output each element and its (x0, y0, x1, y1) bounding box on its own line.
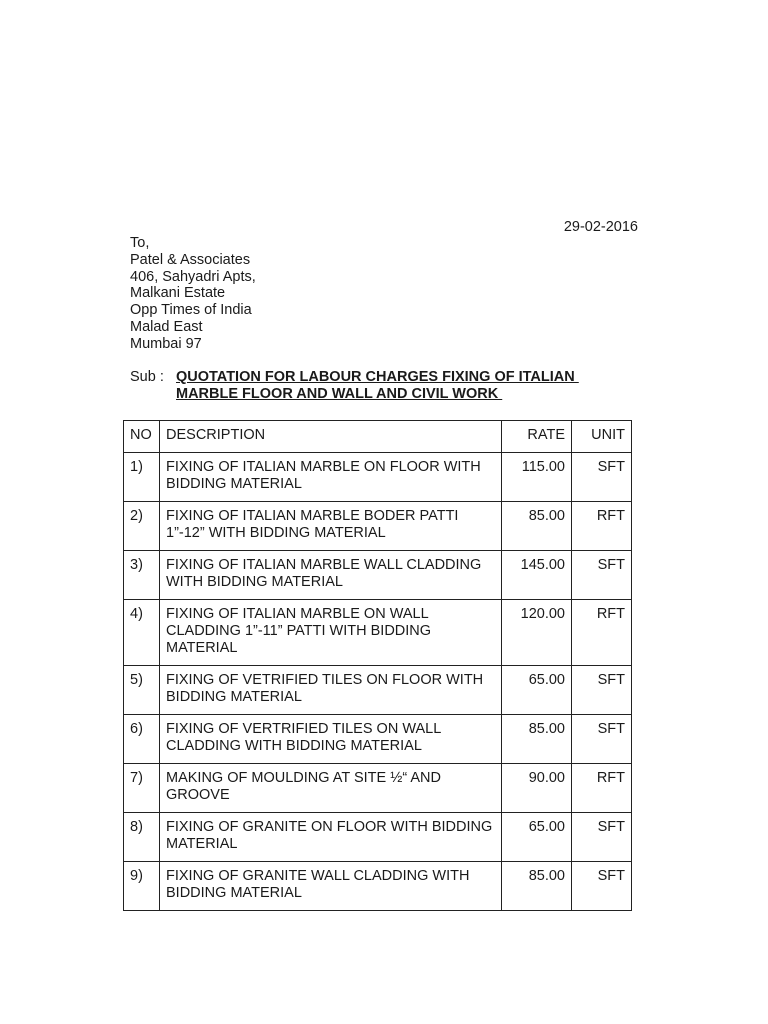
subject-line-2: MARBLE FLOOR AND WALL AND CIVIL WORK (176, 386, 503, 402)
row-unit: RFT (572, 502, 632, 551)
address-line: 406, Sahyadri Apts, (130, 268, 256, 285)
row-unit: SFT (572, 715, 632, 764)
table-row (124, 453, 632, 502)
table-row (124, 862, 632, 911)
address-line: Mumbai 97 (130, 335, 202, 352)
row-rate: 65.00 (502, 813, 572, 862)
letter-date: 29-02-2016 (563, 219, 638, 235)
row-description: FIXING OF ITALIAN MARBLE ON FLOOR WITH BIDDING MATERIAL (160, 453, 502, 502)
header-no: NO (124, 421, 160, 453)
row-unit: RFT (572, 600, 632, 666)
row-number: 1) (124, 453, 160, 502)
table-row (124, 600, 632, 666)
row-description: FIXING OF GRANITE ON FLOOR WITH BIDDING MATERIAL (160, 813, 502, 862)
recipient-address (130, 235, 256, 353)
table-row (124, 666, 632, 715)
quotation-table (123, 420, 632, 911)
row-description: FIXING OF ITALIAN MARBLE ON WALL CLADDING 1”-11” PATTI WITH BIDDING MATERIAL (160, 600, 502, 666)
table-row (124, 551, 632, 600)
row-number: 8) (124, 813, 160, 862)
row-number: 5) (124, 666, 160, 715)
header-rate: RATE (502, 421, 572, 453)
subject-label: Sub : (130, 369, 164, 385)
row-description: FIXING OF VERTRIFIED TILES ON WALL CLADDING WITH BIDDING MATERIAL (160, 715, 502, 764)
row-description: FIXING OF ITALIAN MARBLE WALL CLADDING WITH BIDDING MATERIAL (160, 551, 502, 600)
row-unit: SFT (572, 813, 632, 862)
table-row (124, 764, 632, 813)
table-row (124, 813, 632, 862)
row-rate: 85.00 (502, 715, 572, 764)
address-line: Patel & Associates (130, 251, 251, 268)
table-row (124, 502, 632, 551)
row-rate: 90.00 (502, 764, 572, 813)
row-number: 6) (124, 715, 160, 764)
header-unit: UNIT (572, 421, 632, 453)
row-number: 4) (124, 600, 160, 666)
row-unit: RFT (572, 764, 632, 813)
row-number: 3) (124, 551, 160, 600)
row-rate: 85.00 (502, 502, 572, 551)
row-number: 9) (124, 862, 160, 911)
row-rate: 120.00 (502, 600, 572, 666)
row-rate: 85.00 (502, 862, 572, 911)
row-description: MAKING OF MOULDING AT SITE ½“ AND GROOVE (160, 764, 502, 813)
row-unit: SFT (572, 453, 632, 502)
subject-line-1: QUOTATION FOR LABOUR CHARGES FIXING OF ITALIAN (176, 369, 579, 385)
row-unit: SFT (572, 862, 632, 911)
address-line: Opp Times of India (130, 302, 252, 319)
row-rate: 115.00 (502, 453, 572, 502)
row-rate: 65.00 (502, 666, 572, 715)
row-rate: 145.00 (502, 551, 572, 600)
row-description: FIXING OF VETRIFIED TILES ON FLOOR WITH BIDDING MATERIAL (160, 666, 502, 715)
table-row (124, 715, 632, 764)
row-number: 7) (124, 764, 160, 813)
address-line: To, (130, 235, 150, 251)
row-description: FIXING OF ITALIAN MARBLE BODER PATTI 1”-12” WITH BIDDING MATERIAL (160, 502, 502, 551)
row-unit: SFT (572, 666, 632, 715)
row-number: 2) (124, 502, 160, 551)
row-unit: SFT (572, 551, 632, 600)
address-line: Malkani Estate (130, 285, 226, 302)
address-line: Malad East (130, 318, 203, 335)
table-header-row (124, 421, 632, 453)
subject-block (130, 369, 579, 403)
header-description: DESCRIPTION (160, 421, 502, 453)
row-description: FIXING OF GRANITE WALL CLADDING WITH BIDDING MATERIAL (160, 862, 502, 911)
